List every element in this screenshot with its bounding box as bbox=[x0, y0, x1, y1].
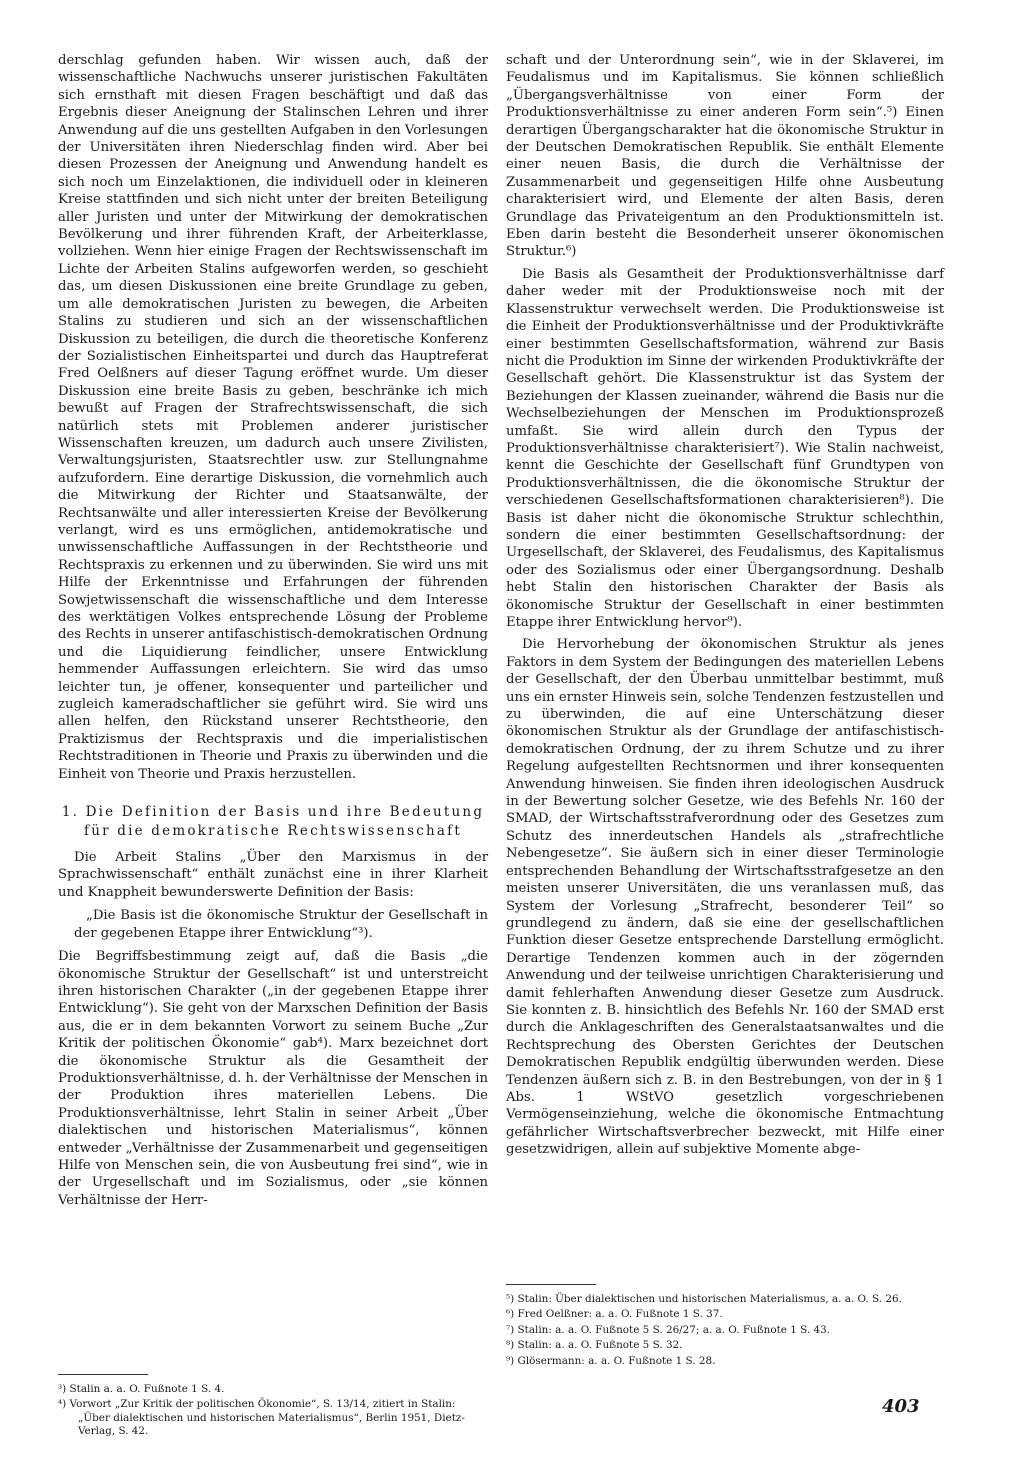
right-column bbox=[506, 52, 944, 1159]
left-column bbox=[58, 52, 488, 1209]
footnote-6: ⁶) Fred Oelßner: a. a. O. Fußnote 1 S. 37. bbox=[506, 1308, 723, 1321]
footnote-4: ⁴) Vorwort „Zur Kritik der politischen Ökonomie“, S. 13/14, zitiert in Stalin: „Über dialektischen und historischen Materialismus“, Berlin 1951, Dietz-Verlag, S. 42. bbox=[58, 1398, 465, 1438]
footnote-5: ⁵) Stalin: Über dialektischen und historischen Materialismus, a. a. O. S. 26. bbox=[506, 1293, 902, 1305]
section-heading: 1. Die Definition der Basis und ihre Bedeutung für die demokratische Rechtswissenschaft bbox=[61, 804, 485, 840]
left-footnotes bbox=[58, 1383, 488, 1439]
right-paragraph-2: Die Basis als Gesamtheit der Produktionsverhältnisse darf daher weder mit der Produktionsweise noch mit der Klassenstruktur verwechselt werden. Die Produktionsweise ist die Einheit der Produktionsverhältnisse und der Produktivkräfte einer bestimmten Gesellschaftsformation, während zur Basis nicht die Produktion im Sinne der wirkenden Produktivkräfte der Gesellschaft gehört. Die Klassenstruktur ist das System der Beziehungen der Klassen zueinander, während die Basis nur die Wechselbeziehungen der Menschen im Produktionsprozeß umfaßt. Sie wird allein durch den Typus der Produktionsverhältnisse charakterisiert⁷). Wie Stalin nachweist, kennt die Geschichte der Gesellschaft fünf Grundtypen von Produktionsverhältnissen, die die ökonomische Struktur der verschiedenen Gesellschaftsformationen charakterisieren⁸). Die Basis ist daher nicht die ökonomische Struktur schlechthin, sondern die einer bestimmten Gesellschaftsordnung: der Urgesellschaft, der Sklaverei, des Feudalismus, des Kapitalismus oder des Sozialismus oder einer Übergangsordnung. Deshalb hebt Stalin den historischen Charakter der Basis als ökonomische Struktur der Gesellschaft in einer bestimmten Etappe ihrer Entwicklung hervor⁹). bbox=[506, 266, 944, 630]
footnote-3: ³) Stalin a. a. O. Fußnote 1 S. 4. bbox=[58, 1383, 225, 1395]
right-footnotes bbox=[506, 1293, 944, 1368]
left-paragraph-2: Die Arbeit Stalins „Über den Marxismus in der Sprachwissenschaft“ enthält zunächst eine in ihrer Klarheit und Knappheit bewunderswerte Definition der Basis: bbox=[58, 850, 488, 900]
left-paragraph-1: derschlag gefunden haben. Wir wissen auch, daß der wissenschaftliche Nachwuchs unserer juristischen Fakultäten sich ernsthaft mit diesen Fragen beschäftigt und daß das Ergebnis dieser Aneignung der Stalinschen Lehren und ihrer Anwendung auf die uns gestellten Aufgaben in den Vorlesungen der Universitäten ihren Niederschlag finden wird. Aber bei diesen Prozessen der Aneignung und Anwendung handelt es sich noch um Einzelaktionen, die individuell oder in kleineren Kreise stattfinden und sich nicht unter der breiten Beteiligung aller Juristen und unter der Mitwirkung der demokratischen Bevölkerung und ihrer führenden Kraft, der Arbeiterklasse, vollziehen. Wenn hier einige Fragen der Rechtswissenschaft im Lichte der Arbeiten Stalins aufgeworfen werden, so geschieht das, um diesen Diskussionen eine breite Grundlage zu geben, um alle demokratischen Juristen zu bewegen, die Arbeiten Stalins zu studieren und sich an der wissenschaftlichen Diskussion zu beteiligen, die durch die theoretische Konferenz der Sozialistischen Einheitspartei und durch das Hauptreferat Fred Oelßners auf dieser Tagung eröffnet wurde. Um dieser Diskussion eine breite Basis zu geben, beschränke ich mich bewußt auf Fragen der Strafrechtswissenschaft, die sich natürlich stets mit Problemen anderer juristischer Wissenschaften kreuzen, um dadurch auch unsere Zivilisten, Verwaltungsjuristen, Staatsrechtler usw. zur Stellungnahme aufzufordern. Eine derartige Diskussion, die vornehmlich auch die Mitwirkung der Richter und Staatsanwälte, der Rechtsanwälte und aller interessierten Kreise der Bevölkerung verlangt, wird es uns ermöglichen, antidemokratische und unwissenschaftliche Auffassungen in der Rechtstheorie und Rechtspraxis zu erkennen und zu überwinden. Sie wird uns mit Hilfe der Erkenntnisse und Erfahrungen der führenden Sowjetwissenschaft die wissenschaftliche und dem Interesse des werktätigen Volkes entsprechende Lösung der Probleme des Rechts in unserer antifaschistisch-demokratischen Ordnung und die Liquidierung feindlicher, unsere Entwicklung hemmender Auffassungen erleichtern. Sie wird das umso leichter tun, je offener, konsequenter und parteilicher und zugleich kameradschaftlicher sie geführt wird. Sie wird uns allen helfen, den Rückstand unserer Rechtstheorie, den Praktizismus der Rechtspraxis und die imperialistischen Rechtstraditionen in Theorie und Praxis zu überwinden und die Einheit von Theorie und Praxis herzustellen. bbox=[58, 53, 488, 782]
basis-definition-quote: „Die Basis ist die ökonomische Struktur der Gesellschaft in der gegebenen Etappe ihrer Entwicklung“³). bbox=[74, 908, 488, 941]
footnote-7: ⁷) Stalin: a. a. O. Fußnote 5 S. 26/27; a. a. O. Fußnote 1 S. 43. bbox=[506, 1323, 831, 1336]
footnote-9: ⁹) Glösermann: a. a. O. Fußnote 1 S. 28. bbox=[506, 1354, 716, 1367]
left-paragraph-3: Die Begriffsbestimmung zeigt auf, daß die Basis „die ökonomische Struktur der Gesellschaft“ ist und unterstreicht ihren historischen Charakter („in der gegebenen Etappe ihrer Entwicklung“). Sie geht von der Marxschen Definition der Basis aus, die er in dem bekannten Vorwort zu seinem Buche „Zur Kritik der politischen Ökonomie“ gab⁴). Marx bezeichnet dort die ökonomische Struktur als die Gesamtheit der Produktionsverhältnisse, d. h. der Verhältnisse der Menschen in der Produktion ihres materiellen Lebens. Die Produktionsverhältnisse, lehrt Stalin in seiner Arbeit „Über dialektischen und historischen Materialismus“, können entweder „Verhältnisse der Zusammenarbeit und gegenseitigen Hilfe von Menschen sein, die von Ausbeutung frei sind“, wie in der Urgesellschaft und im Sozialismus, oder „sie können Verhältnisse der Herr- bbox=[58, 949, 488, 1208]
right-paragraph-1: schaft und der Unterordnung sein“, wie in der Sklaverei, im Feudalismus und im Kapitalismus. Sie können schließlich „Übergangsverhältnisse von einer Form der Produktionsverhältnisse zu einer anderen Form sein“.⁵) Einen derartigen Übergangscharakter hat die ökonomische Struktur in der Deutschen Demokratischen Republik. Sie enthält Elemente einer neuen Basis, die durch die Verhältnisse der Zusammenarbeit und gegenseitigen Hilfe ohne Ausbeutung charakterisiert wird, und Elemente der alten Basis, deren Grundlage das Privateigentum an den Produktionsmitteln ist. Eben darin besteht die Besonderheit unserer ökonomischen Struktur.⁶) bbox=[506, 53, 944, 260]
page-number: 403 bbox=[882, 1396, 920, 1417]
footnote-8: ⁸) Stalin: a. a. O. Fußnote 5 S. 32. bbox=[506, 1339, 683, 1352]
right-paragraph-3: Die Hervorhebung der ökonomischen Struktur als jenes Faktors in dem System der Bedingungen des materiellen Lebens der Gesellschaft, der den Überbau unmittelbar bestimmt, muß uns ein ernster Hinweis sein, solche Tendenzen festzustellen und zu überwinden, die auf eine Unterschätzung dieser ökonomischen Struktur als der Grundlage der antifaschistisch-demokratischen Ordnung, der zu ihrem Schutze und zu ihrer Regelung aufgestellten Rechtsnormen und ihrer konsequenten Anwendung hinweisen. Sie finden ihren ideologischen Ausdruck in der Bewertung solcher Gesetze, wie des Befehls Nr. 160 der SMAD, der Wirtschaftsstrafverordnung oder des Gesetzes zum Schutz des innerdeutschen Handels als „strafrechtliche Nebengesetze“. Sie äußern sich in einer dieser Terminologie entsprechenden Behandlung der Wirtschaftsstrafgesetze an den meisten unserer Universitäten, die uns veranlassen muß, das System der Vorlesung „Strafrecht, besonderer Teil“ so grundlegend zu ändern, daß sie eine der gesellschaftlichen Funktion dieser Gesetze entsprechende Darstellung ermöglicht. Derartige Tendenzen kommen auch in der zögernden Anwendung und der teilweise unrichtigen Charakterisierung und damit fehlerhaften Anwendung dieser Gesetze zum Ausdruck. Sie konnten z. B. hinsichtlich des Befehls Nr. 160 der SMAD erst durch die Anklageschriften des Generalstaatsanwaltes und die Rechtsprechung des Obersten Gerichtes der Deutschen Demokratischen Republik endgültig überwunden werden. Diese Tendenzen äußern sich z. B. in den Bestrebungen, von der in § 1 Abs. 1 WStVO gesetzlich vorgeschriebenen Vermögenseinziehung, welche die ökonomische Entmachtung gefährlicher Wirtschaftsverbrecher bezweckt, mit Hilfe einer gesetzwidrigen, allein auf subjektive Momente abge- bbox=[506, 637, 944, 1158]
footnote-rule bbox=[58, 1374, 148, 1375]
footnote-rule bbox=[506, 1284, 596, 1285]
